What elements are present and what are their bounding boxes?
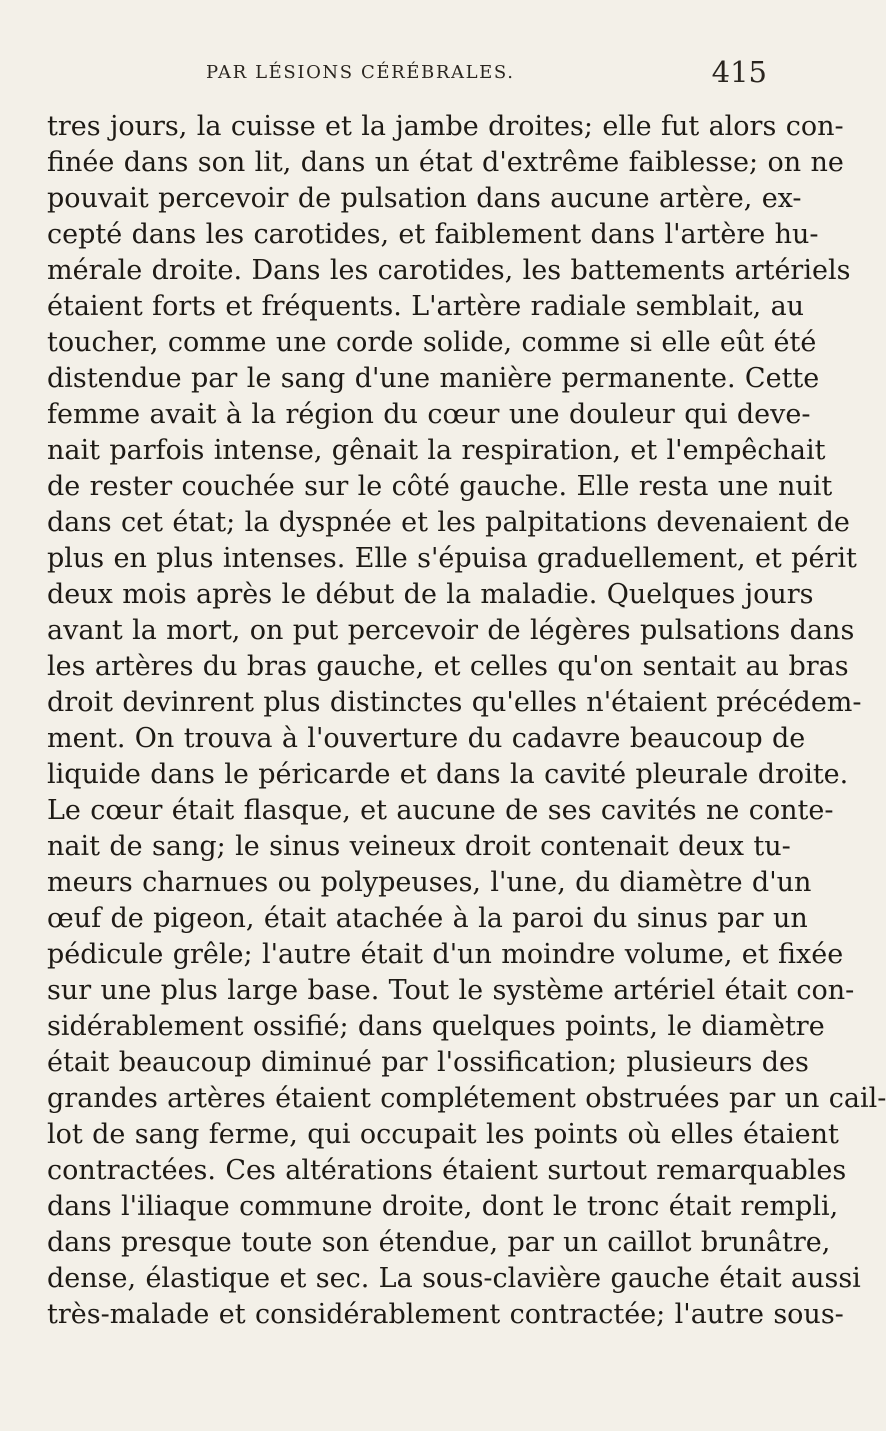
text-line: distendue par le sang d'une manière permanente. Cette: [47, 363, 820, 394]
text-line: ment. On trouva à l'ouverture du cadavre beaucoup de: [47, 723, 806, 754]
text-line: tres jours, la cuisse et la jambe droites; elle fut alors con-: [47, 111, 844, 142]
text-line: œuf de pigeon, était atachée à la paroi du sinus par un: [47, 903, 808, 934]
text-line: nait parfois intense, gênait la respiration, et l'empêchait: [47, 435, 826, 466]
page-header: [0, 55, 801, 100]
text-line: dans l'iliaque commune droite, dont le tronc était rempli,: [47, 1191, 839, 1222]
page-number: 415: [711, 55, 767, 89]
text-line: droit devinrent plus distinctes qu'elles n'étaient précédem-: [47, 687, 862, 718]
text-line: toucher, comme une corde solide, comme si elle eût été: [47, 327, 817, 358]
text-line: cepté dans les carotides, et faiblement dans l'artère hu-: [47, 219, 819, 250]
text-line: femme avait à la région du cœur une douleur qui deve-: [47, 399, 811, 430]
text-line: avant la mort, on put percevoir de légères pulsations dans: [47, 615, 855, 646]
text-line: mérale droite. Dans les carotides, les battements artériels: [47, 255, 851, 286]
body-text: [47, 106, 886, 1330]
text-line: sidérablement ossifié; dans quelques points, le diamètre: [47, 1011, 825, 1042]
text-line: étaient forts et fréquents. L'artère radiale semblait, au: [47, 291, 805, 322]
text-line: deux mois après le début de la maladie. Quelques jours: [47, 579, 814, 610]
text-line: pouvait percevoir de pulsation dans aucune artère, ex-: [47, 183, 802, 214]
running-head: PAR LÉSIONS CÉRÉBRALES.: [206, 62, 515, 83]
text-line: plus en plus intenses. Elle s'épuisa graduellement, et périt: [47, 543, 857, 574]
text-line: contractées. Ces altérations étaient surtout remarquables: [47, 1155, 847, 1186]
text-line: pédicule grêle; l'autre était d'un moindre volume, et fixée: [47, 939, 844, 970]
text-line: meurs charnues ou polypeuses, l'une, du diamètre d'un: [47, 867, 812, 898]
text-line: sur une plus large base. Tout le système artériel était con-: [47, 975, 855, 1006]
text-line: nait de sang; le sinus veineux droit contenait deux tu-: [47, 831, 791, 862]
text-line: lot de sang ferme, qui occupait les points où elles étaient: [47, 1119, 839, 1150]
text-line: était beaucoup diminué par l'ossification; plusieurs des: [47, 1047, 809, 1078]
text-line: Le cœur était flasque, et aucune de ses cavités ne conte-: [47, 795, 834, 826]
text-line: dans cet état; la dyspnée et les palpitations devenaient de: [47, 507, 850, 538]
text-line: liquide dans le péricarde et dans la cavité pleurale droite.: [47, 759, 849, 790]
text-line: les artères du bras gauche, et celles qu'on sentait au bras: [47, 651, 849, 682]
text-line: dense, élastique et sec. La sous-clavière gauche était aussi: [47, 1263, 861, 1294]
text-line: très-malade et considérablement contractée; l'autre sous-: [47, 1299, 844, 1330]
text-line: finée dans son lit, dans un état d'extrême faiblesse; on ne: [47, 147, 844, 178]
text-line: de rester couchée sur le côté gauche. Elle resta une nuit: [47, 471, 833, 502]
text-line: grandes artères étaient complétement obstruées par un cail-: [47, 1083, 886, 1114]
text-line: dans presque toute son étendue, par un caillot brunâtre,: [47, 1227, 831, 1258]
